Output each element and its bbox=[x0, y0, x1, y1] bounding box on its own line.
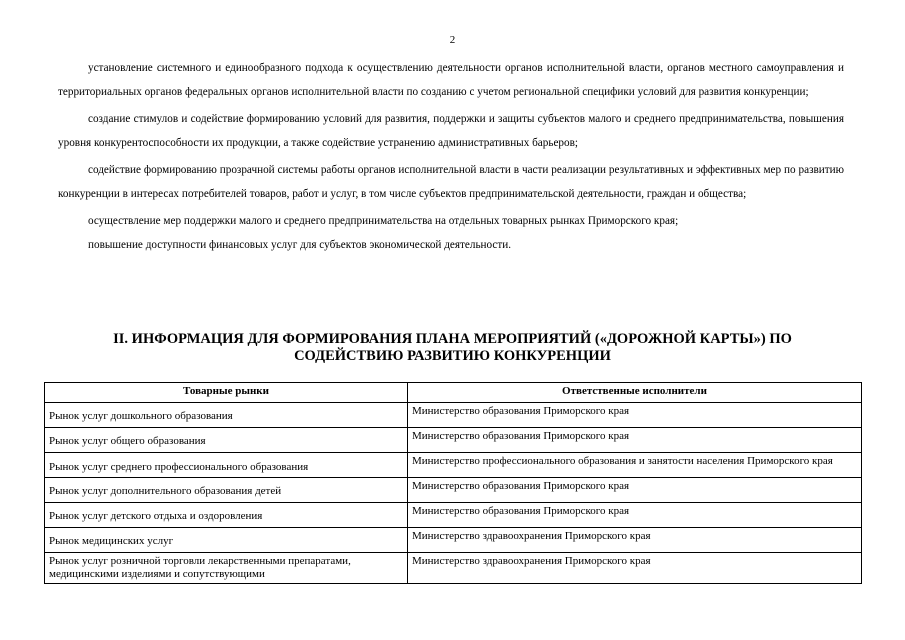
section-heading bbox=[0, 331, 905, 365]
market-cell: Рынок услуг среднего профессионального образования bbox=[45, 453, 408, 478]
markets-table bbox=[44, 382, 862, 584]
table-row bbox=[45, 403, 862, 428]
executor-cell: Министерство здравоохранения Приморского края bbox=[408, 553, 862, 584]
table-row bbox=[45, 553, 862, 584]
paragraph: установление системного и единообразного подхода к осуществлению деятельности органов исполнительной власти, органов местного самоуправления и территориальных органов федеральных органов исполнительной власти по созданию с учетом региональной специфики условий для развития конкуренции; bbox=[58, 62, 844, 98]
section-heading-line: II. ИНФОРМАЦИЯ ДЛЯ ФОРМИРОВАНИЯ ПЛАНА МЕРОПРИЯТИЙ («ДОРОЖНОЙ КАРТЫ») ПО bbox=[113, 331, 792, 347]
column-header-executors: Ответственные исполнители bbox=[408, 383, 862, 403]
table-row bbox=[45, 453, 862, 478]
executor-cell: Министерство образования Приморского края bbox=[408, 478, 862, 503]
market-cell: Рынок услуг дополнительного образования детей bbox=[45, 478, 408, 503]
page-number: 2 bbox=[449, 34, 456, 46]
paragraph: создание стимулов и содействие формированию условий для развития, поддержки и защиты субъектов малого и среднего предпринимательства, повышения уровня конкурентоспособности их продукции, а также содействие устранению административных барьеров; bbox=[58, 113, 844, 149]
table-row bbox=[45, 503, 862, 528]
table-row bbox=[45, 478, 862, 503]
executor-cell: Министерство профессионального образования и занятости населения Приморского края bbox=[408, 453, 862, 478]
executor-cell: Министерство здравоохранения Приморского края bbox=[408, 528, 862, 553]
market-cell: Рынок медицинских услуг bbox=[45, 528, 408, 553]
table-row bbox=[45, 428, 862, 453]
executor-cell: Министерство образования Приморского края bbox=[408, 428, 862, 453]
market-cell: Рынок услуг розничной торговли лекарственными препаратами, медицинскими изделиями и сопутствующими bbox=[45, 553, 408, 584]
paragraph: повышение доступности финансовых услуг для субъектов экономической деятельности. bbox=[88, 238, 512, 251]
column-header-markets: Товарные рынки bbox=[45, 383, 408, 403]
table-header-row bbox=[45, 383, 862, 403]
market-cell: Рынок услуг общего образования bbox=[45, 428, 408, 453]
table-row bbox=[45, 528, 862, 553]
paragraph: осуществление мер поддержки малого и среднего предпринимательства на отдельных товарных рынках Приморского края; bbox=[88, 215, 679, 227]
executor-cell: Министерство образования Приморского края bbox=[408, 403, 862, 428]
body-text bbox=[58, 57, 844, 261]
section-heading-line: СОДЕЙСТВИЮ РАЗВИТИЮ КОНКУРЕНЦИИ bbox=[294, 348, 611, 364]
executor-cell: Министерство образования Приморского края bbox=[408, 503, 862, 528]
market-cell: Рынок услуг детского отдыха и оздоровления bbox=[45, 503, 408, 528]
market-cell: Рынок услуг дошкольного образования bbox=[45, 403, 408, 428]
paragraph: содействие формированию прозрачной системы работы органов исполнительной власти в части реализации результативных и эффективных мер по развитию конкуренции в интересах потребителей товаров, работ и услуг, в том числе субъектов предпринимательской деятельности, граждан и общества; bbox=[58, 164, 844, 200]
